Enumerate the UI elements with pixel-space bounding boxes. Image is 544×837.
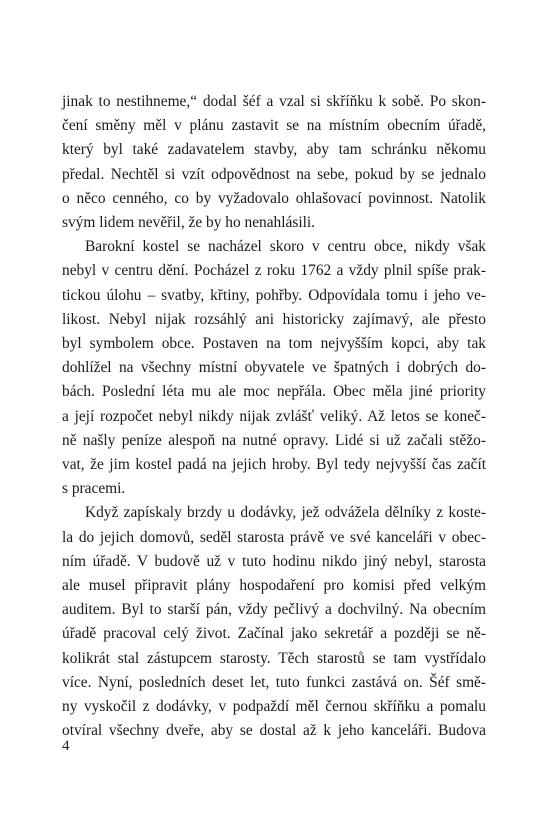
text-line: otvíral všechny dveře, aby se dostal až k jeho kanceláři. Budova: [62, 722, 486, 740]
text-line: který byl také zadavatelem stavby, aby tam schránku někomu: [62, 141, 486, 159]
text-line: předal. Nechtěl si vzít odpovědnost na sebe, pokud by se jednalo: [62, 165, 486, 183]
text-line: tickou úlohu – svatby, křtiny, pohřby. Odpovídala tomu i jeho ve-: [62, 286, 486, 304]
text-line: úřadě pracoval celý život. Začínal jako sekretář a později se ně-: [62, 625, 486, 643]
text-line: svým lidem nevěřil, že by ho nenahlásili.: [62, 214, 316, 232]
text-line: likost. Nebyl nijak rozsáhlý ani historicky zajímavý, ale přesto: [62, 310, 486, 328]
text-line: a její rozpočet nebyl nikdy nijak zvlášť veliký. Až letos se koneč-: [62, 407, 486, 425]
paragraph-2: [62, 235, 486, 501]
text-line: nebyl v centru dění. Pocházel z roku 1762 a vždy plnil spíše prak-: [62, 262, 486, 280]
text-line: ním úřadě. V budově už v tuto hodinu nikdo jiný nebyl, starosta: [62, 552, 486, 570]
text-line: více. Nyní, posledních deset let, tuto funkci zastává on. Šéf smě-: [62, 673, 486, 691]
text-line: byl symbolem obce. Postaven na tom nejvyšším kopci, aby tak: [62, 335, 486, 353]
text-line: vat, že jim kostel padá na jejich hroby. Byl tedy nejvyšší čas začít: [62, 456, 486, 474]
page-number: 4: [62, 738, 70, 754]
text-line: čení směny měl v plánu zastavit se na místním obecním úřadě,: [62, 117, 486, 135]
text-line: ny vyskočil z dodávky, v podpaždí měl černou skříňku a pomalu: [62, 698, 486, 716]
text-line: Když zapískaly brzdy u dodávky, jež odvážela dělníky z koste-: [85, 504, 486, 522]
text-line: ale musel připravit plány hospodaření pro komisi před velkým: [62, 577, 486, 595]
text-line: o něco cenného, co by vyžadovalo ohlašovací povinnost. Natolik: [62, 189, 486, 207]
page-body: [62, 90, 486, 743]
text-line: la do jejich domovů, seděl starosta právě ve své kanceláři v obec-: [62, 528, 486, 546]
text-line: kolikrát stal zástupcem starosty. Těch starostů se tam vystřídalo: [62, 649, 486, 667]
text-line: ně našly peníze alespoň na nutné opravy. Lidé si už začali stěžo-: [62, 431, 486, 449]
text-line: dohlížel na všechny místní obyvatele ve špatných i dobrých do-: [62, 359, 486, 377]
text-line: auditem. Byl to starší pán, vždy pečlivý a dochvilný. Na obecním: [62, 601, 486, 619]
text-line: bách. Poslední léta mu ale moc nepřála. Obec měla jiné priority: [62, 383, 486, 401]
text-line: jinak to nestihneme,“ dodal šéf a vzal si skříňku k sobě. Po skon-: [62, 93, 486, 110]
paragraph-3: [62, 501, 486, 743]
text-line: s pracemi.: [62, 480, 126, 498]
text-line: Barokní kostel se nacházel skoro v centru obce, nikdy však: [85, 238, 486, 256]
paragraph-1: [62, 90, 486, 235]
